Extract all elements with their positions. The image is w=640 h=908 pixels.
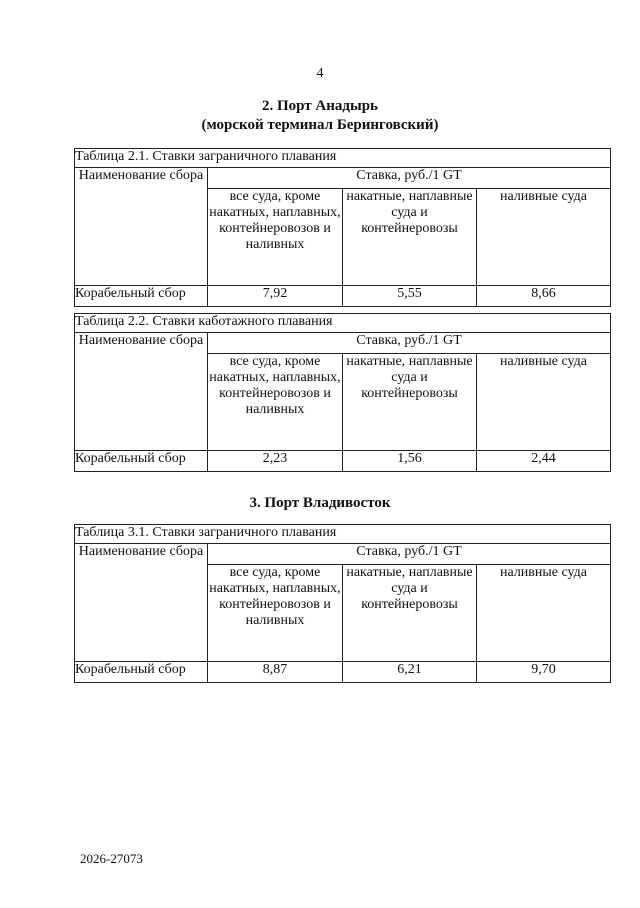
value-cell: 5,55 xyxy=(343,286,477,307)
subheader-roro-container: накатные, наплавные суда и контейнеровозы xyxy=(343,565,477,662)
rates-table-2-2 xyxy=(74,313,611,472)
name-column-header: Наименование сбора xyxy=(75,333,208,451)
rates-table-3-1 xyxy=(74,524,611,683)
rate-column-header: Ставка, руб./1 GT xyxy=(208,333,611,354)
subheader-all-vessels: все суда, кроме накатных, наплавных, контейнеровозов и наливных xyxy=(208,565,343,662)
rate-column-header: Ставка, руб./1 GT xyxy=(208,544,611,565)
page-number: 4 xyxy=(316,66,324,81)
rates-table-2-1 xyxy=(74,148,611,307)
subheader-tankers: наливные суда xyxy=(477,354,611,451)
subheader-all-vessels: все суда, кроме накатных, наплавных, контейнеровозов и наливных xyxy=(208,354,343,451)
section-title-vladivostok xyxy=(0,494,640,513)
row-label-ship-fee: Корабельный сбор xyxy=(75,451,208,472)
value-cell: 2,23 xyxy=(208,451,343,472)
value-cell: 1,56 xyxy=(343,451,477,472)
section-subtitle-line: (морской терминал Беринговский) xyxy=(201,117,439,133)
value-cell: 8,66 xyxy=(477,286,611,307)
section-title-line: 2. Порт Анадырь xyxy=(262,98,378,114)
subheader-roro-container: накатные, наплавные суда и контейнеровозы xyxy=(343,354,477,451)
value-cell: 7,92 xyxy=(208,286,343,307)
table-caption: Таблица 2.2. Ставки каботажного плавания xyxy=(75,314,611,333)
value-cell: 8,87 xyxy=(208,662,343,683)
subheader-tankers: наливные суда xyxy=(477,565,611,662)
subheader-roro-container: накатные, наплавные суда и контейнеровозы xyxy=(343,189,477,286)
section-title-line: 3. Порт Владивосток xyxy=(249,495,391,511)
value-cell: 2,44 xyxy=(477,451,611,472)
document-code: 2026-27073 xyxy=(80,851,143,866)
table-caption: Таблица 3.1. Ставки заграничного плавания xyxy=(75,525,611,544)
table-caption: Таблица 2.1. Ставки заграничного плавания xyxy=(75,149,611,168)
name-column-header: Наименование сбора xyxy=(75,544,208,662)
name-column-header: Наименование сбора xyxy=(75,168,208,286)
rate-column-header: Ставка, руб./1 GT xyxy=(208,168,611,189)
value-cell: 9,70 xyxy=(477,662,611,683)
subheader-tankers: наливные суда xyxy=(477,189,611,286)
row-label-ship-fee: Корабельный сбор xyxy=(75,286,208,307)
row-label-ship-fee: Корабельный сбор xyxy=(75,662,208,683)
subheader-all-vessels: все суда, кроме накатных, наплавных, контейнеровозов и наливных xyxy=(208,189,343,286)
section-title-anadyr xyxy=(0,97,640,135)
value-cell: 6,21 xyxy=(343,662,477,683)
